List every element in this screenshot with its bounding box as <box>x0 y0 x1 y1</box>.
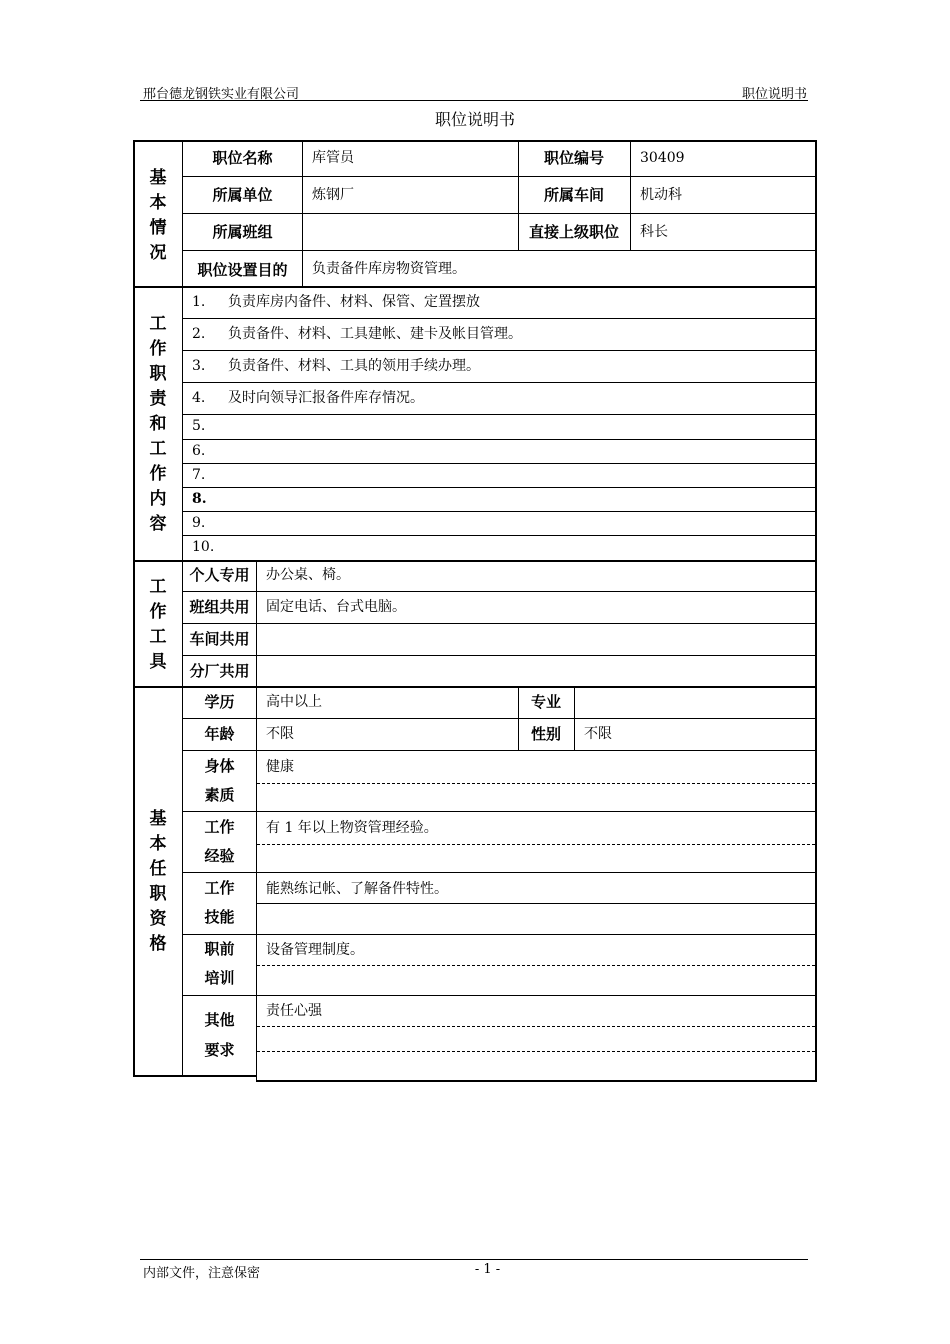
tools-team-label: 班组共用 <box>189 598 250 616</box>
other-label-line2: 要求 <box>204 1041 235 1059</box>
unit-label: 所属单位 <box>212 186 273 204</box>
skills-label-line2: 技能 <box>204 908 235 926</box>
training-value: 设备管理制度。 <box>266 942 364 958</box>
education-label: 学历 <box>204 693 235 711</box>
header-company: 邢台德龙钢铁实业有限公司 <box>143 87 300 102</box>
header-rule <box>140 100 808 101</box>
physique-label-line2: 素质 <box>204 786 235 804</box>
tools-personal-value: 办公桌、椅。 <box>266 567 350 583</box>
experience-label-line1: 工作 <box>204 818 235 836</box>
duty-item: 9. <box>192 515 206 531</box>
position-code-label: 职位编号 <box>543 149 604 167</box>
workshop-value: 机动科 <box>640 187 682 203</box>
other-label-line1: 其他 <box>204 1011 235 1029</box>
position-name-value: 库管员 <box>312 150 354 166</box>
experience-label-line2: 经验 <box>204 847 235 865</box>
duty-item: 6. <box>192 443 206 459</box>
duty-item: 5. <box>192 418 206 434</box>
training-label-line2: 培训 <box>204 969 235 987</box>
qualifications-section-label: 基本任职资格 <box>149 809 167 954</box>
duty-item: 7. <box>192 467 206 483</box>
team-label: 所属班组 <box>212 223 273 241</box>
duty-item: 3. 负责备件、材料、工具的领用手续办理。 <box>192 358 480 374</box>
tools-plant-label: 分厂共用 <box>189 662 250 680</box>
education-value: 高中以上 <box>266 694 322 710</box>
position-name-label: 职位名称 <box>212 149 273 167</box>
physique-value: 健康 <box>266 759 294 775</box>
footer-rule <box>140 1259 808 1260</box>
superior-label: 直接上级职位 <box>528 223 619 241</box>
duty-item: 2. 负责备件、材料、工具建帐、建卡及帐目管理。 <box>192 326 522 342</box>
unit-value: 炼钢厂 <box>312 187 354 203</box>
header-doc-type: 职位说明书 <box>741 87 807 102</box>
training-label-line1: 职前 <box>204 940 235 958</box>
basic-section-label: 基本情况 <box>149 168 167 263</box>
duty-item: 10. <box>192 539 215 555</box>
skills-value: 能熟练记帐、了解备件特性。 <box>266 881 448 897</box>
experience-value: 有 1 年以上物资管理经验。 <box>266 820 438 836</box>
tools-personal-label: 个人专用 <box>189 566 250 584</box>
duties-section-label: 工作职责和工作内容 <box>149 314 167 534</box>
tools-team-value: 固定电话、台式电脑。 <box>266 599 406 615</box>
tools-workshop-label: 车间共用 <box>189 630 250 648</box>
page-title: 职位说明书 <box>434 110 515 129</box>
skills-label-line1: 工作 <box>204 879 235 897</box>
major-label: 专业 <box>530 693 561 711</box>
physique-label-line1: 身体 <box>204 757 235 775</box>
superior-value: 科长 <box>640 224 668 240</box>
workshop-label: 所属车间 <box>543 186 604 204</box>
gender-value: 不限 <box>584 726 612 742</box>
footer-confidential: 内部文件，注意保密 <box>143 1266 261 1281</box>
other-value: 责任心强 <box>266 1003 322 1019</box>
duty-item: 1. 负责库房内备件、材料、保管、定置摆放 <box>192 294 480 310</box>
age-value: 不限 <box>266 726 294 742</box>
position-code-value: 30409 <box>640 150 685 166</box>
age-label: 年龄 <box>204 725 235 743</box>
purpose-label: 职位设置目的 <box>197 261 288 279</box>
page-number: - 1 - <box>474 1262 501 1277</box>
gender-label: 性别 <box>530 725 561 743</box>
duty-item: 4. 及时向领导汇报备件库存情况。 <box>192 390 424 406</box>
duty-item: 8. <box>192 491 207 507</box>
purpose-value: 负责备件库房物资管理。 <box>312 261 466 277</box>
tools-section-label: 工作工具 <box>149 577 167 672</box>
